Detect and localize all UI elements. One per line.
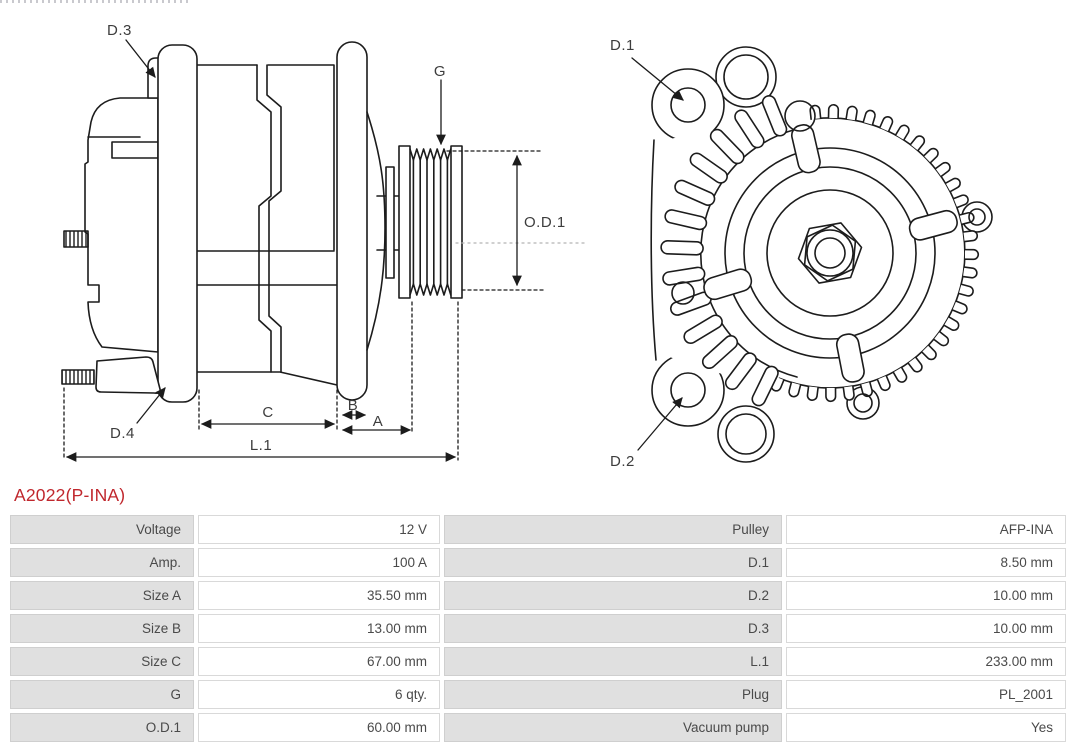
stator-body: [197, 65, 337, 385]
spec-label: L.1: [444, 647, 782, 676]
spec-value: AFP-INA: [786, 515, 1066, 544]
d4-bushing: [96, 357, 160, 393]
label-d3: D.3: [107, 22, 132, 39]
spec-label: D.3: [444, 614, 782, 643]
label-l1: L.1: [249, 437, 273, 454]
spec-value: 67.00 mm: [198, 647, 440, 676]
spec-value: 10.00 mm: [786, 581, 1066, 610]
label-a: A: [372, 413, 384, 430]
rear-cover: [85, 98, 160, 352]
label-d1: D.1: [610, 37, 635, 54]
spec-value: 100 A: [198, 548, 440, 577]
spec-value: 233.00 mm: [786, 647, 1066, 676]
spec-value: 8.50 mm: [786, 548, 1066, 577]
label-d2: D.2: [610, 453, 635, 470]
spec-label: Pulley: [444, 515, 782, 544]
spec-label: D.2: [444, 581, 782, 610]
pulley: [399, 146, 462, 298]
rear-boss-bar: [158, 45, 197, 402]
spec-value: 13.00 mm: [198, 614, 440, 643]
spec-label: G: [10, 680, 194, 709]
spec-label: Size C: [10, 647, 194, 676]
spec-label: Size A: [10, 581, 194, 610]
front-boss-bar: [337, 42, 367, 400]
spec-label: O.D.1: [10, 713, 194, 742]
spec-value: Yes: [786, 713, 1066, 742]
spec-label: Plug: [444, 680, 782, 709]
spec-table: [10, 515, 1080, 742]
spec-label: D.1: [444, 548, 782, 577]
label-c: C: [262, 404, 274, 421]
label-b: B: [347, 397, 359, 414]
spec-value: PL_2001: [786, 680, 1066, 709]
label-od1: O.D.1: [524, 214, 566, 231]
spec-label: Size B: [10, 614, 194, 643]
spec-value: 35.50 mm: [198, 581, 440, 610]
spec-label: Vacuum pump: [444, 713, 782, 742]
spec-label: Voltage: [10, 515, 194, 544]
front-view: [610, 37, 992, 470]
label-g: G: [433, 63, 447, 80]
label-d4: D.4: [110, 425, 135, 442]
shaft-nose: [367, 112, 399, 350]
spec-value: 6 qty.: [198, 680, 440, 709]
spec-value: 10.00 mm: [786, 614, 1066, 643]
spec-value: 60.00 mm: [198, 713, 440, 742]
spec-label: Amp.: [10, 548, 194, 577]
part-number: A2022(P-INA): [14, 485, 126, 505]
spec-value: 12 V: [198, 515, 440, 544]
side-view: [62, 22, 585, 460]
